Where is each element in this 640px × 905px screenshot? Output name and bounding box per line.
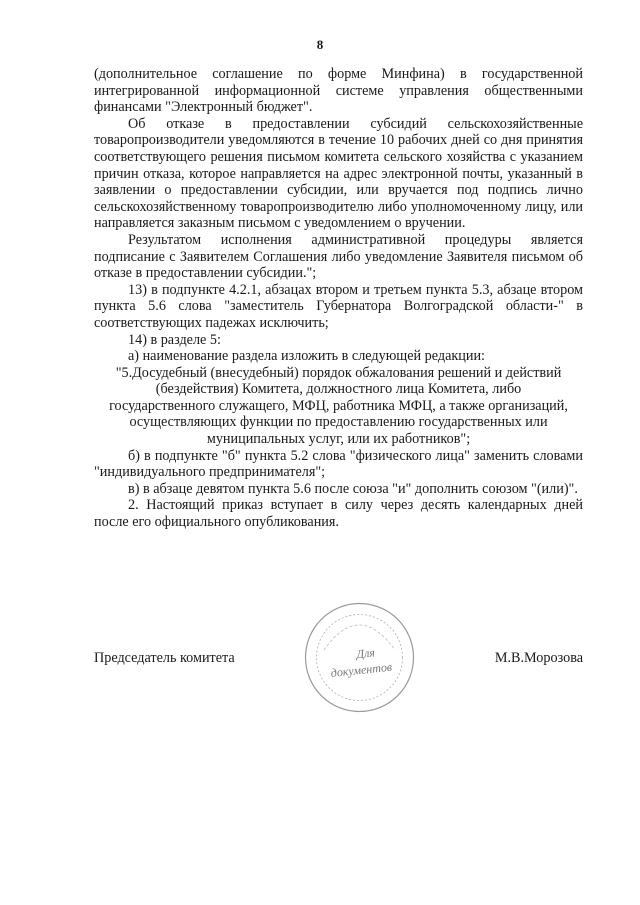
paragraph-item-14c: в) в абзаце девятом пункта 5.6 после союза "и" дополнить союзом "(или)".: [128, 480, 578, 497]
document-body: [94, 66, 583, 531]
stamp-seal: [302, 600, 417, 715]
page-number: 8: [316, 37, 324, 52]
stamp-text-line1: Для: [355, 645, 376, 662]
paragraph-section-title: "5.Досудебный (внесудебный) порядок обжалования решений и действий (бездействия) Комитета, должностного лица Комитета, либо государственного служащего, МФЦ, работника МФЦ, а также организаций, осуществляющих функции по предоставлению государственных или муниципальных услуг, или их работников";: [109, 364, 568, 448]
paragraph-continuation: (дополнительное соглашение по форме Минфина) в государственной интегрированной информационной системе управления общественными финансами "Электронный бюджет".: [94, 66, 583, 116]
paragraph-item-14: 14) в разделе 5:: [128, 331, 221, 348]
stamp-text-line2: документов: [330, 659, 393, 681]
paragraph-item-2: 2. Настоящий приказ вступает в силу через десять календарных дней после его официального опубликования.: [94, 497, 583, 531]
paragraph-item-13: 13) в подпункте 4.2.1, абзацах втором и третьем пункта 5.3, абзаце втором пункта 5.6 слова "заместитель Губернатора Волгоградской области-" в соответствующих падежах исключить;: [94, 281, 583, 331]
paragraph-refusal: Об отказе в предоставлении субсидий сельскохозяйственные товаропроизводители уведомляются в течение 10 рабочих дней со дня принятия соответствующего решения письмом комитета сельского хозяйства с указанием причин отказа, которое направляется на адрес электронной почты, указанный в заявлении о предоставлении субсидии, или вручается под подпись лично сельскохозяйственному товаропроизводителю либо уполномоченному лицу, или направляется заказным письмом с уведомлением о вручении.: [94, 115, 583, 232]
paragraph-result: Результатом исполнения административной процедуры является подписание с Заявителем Соглашения либо уведомление Заявителя письмом об отказе в предоставлении субсидии.";: [94, 231, 583, 282]
signature-position: Председатель комитета: [94, 650, 235, 666]
signature-name: М.В.Морозова: [494, 650, 583, 666]
paragraph-item-14a: а) наименование раздела изложить в следующей редакции:: [128, 348, 485, 365]
paragraph-item-14b: б) в подпункте "б" пункта 5.2 слова "физического лица" заменить словами "индивидуального предпринимателя";: [94, 447, 583, 481]
